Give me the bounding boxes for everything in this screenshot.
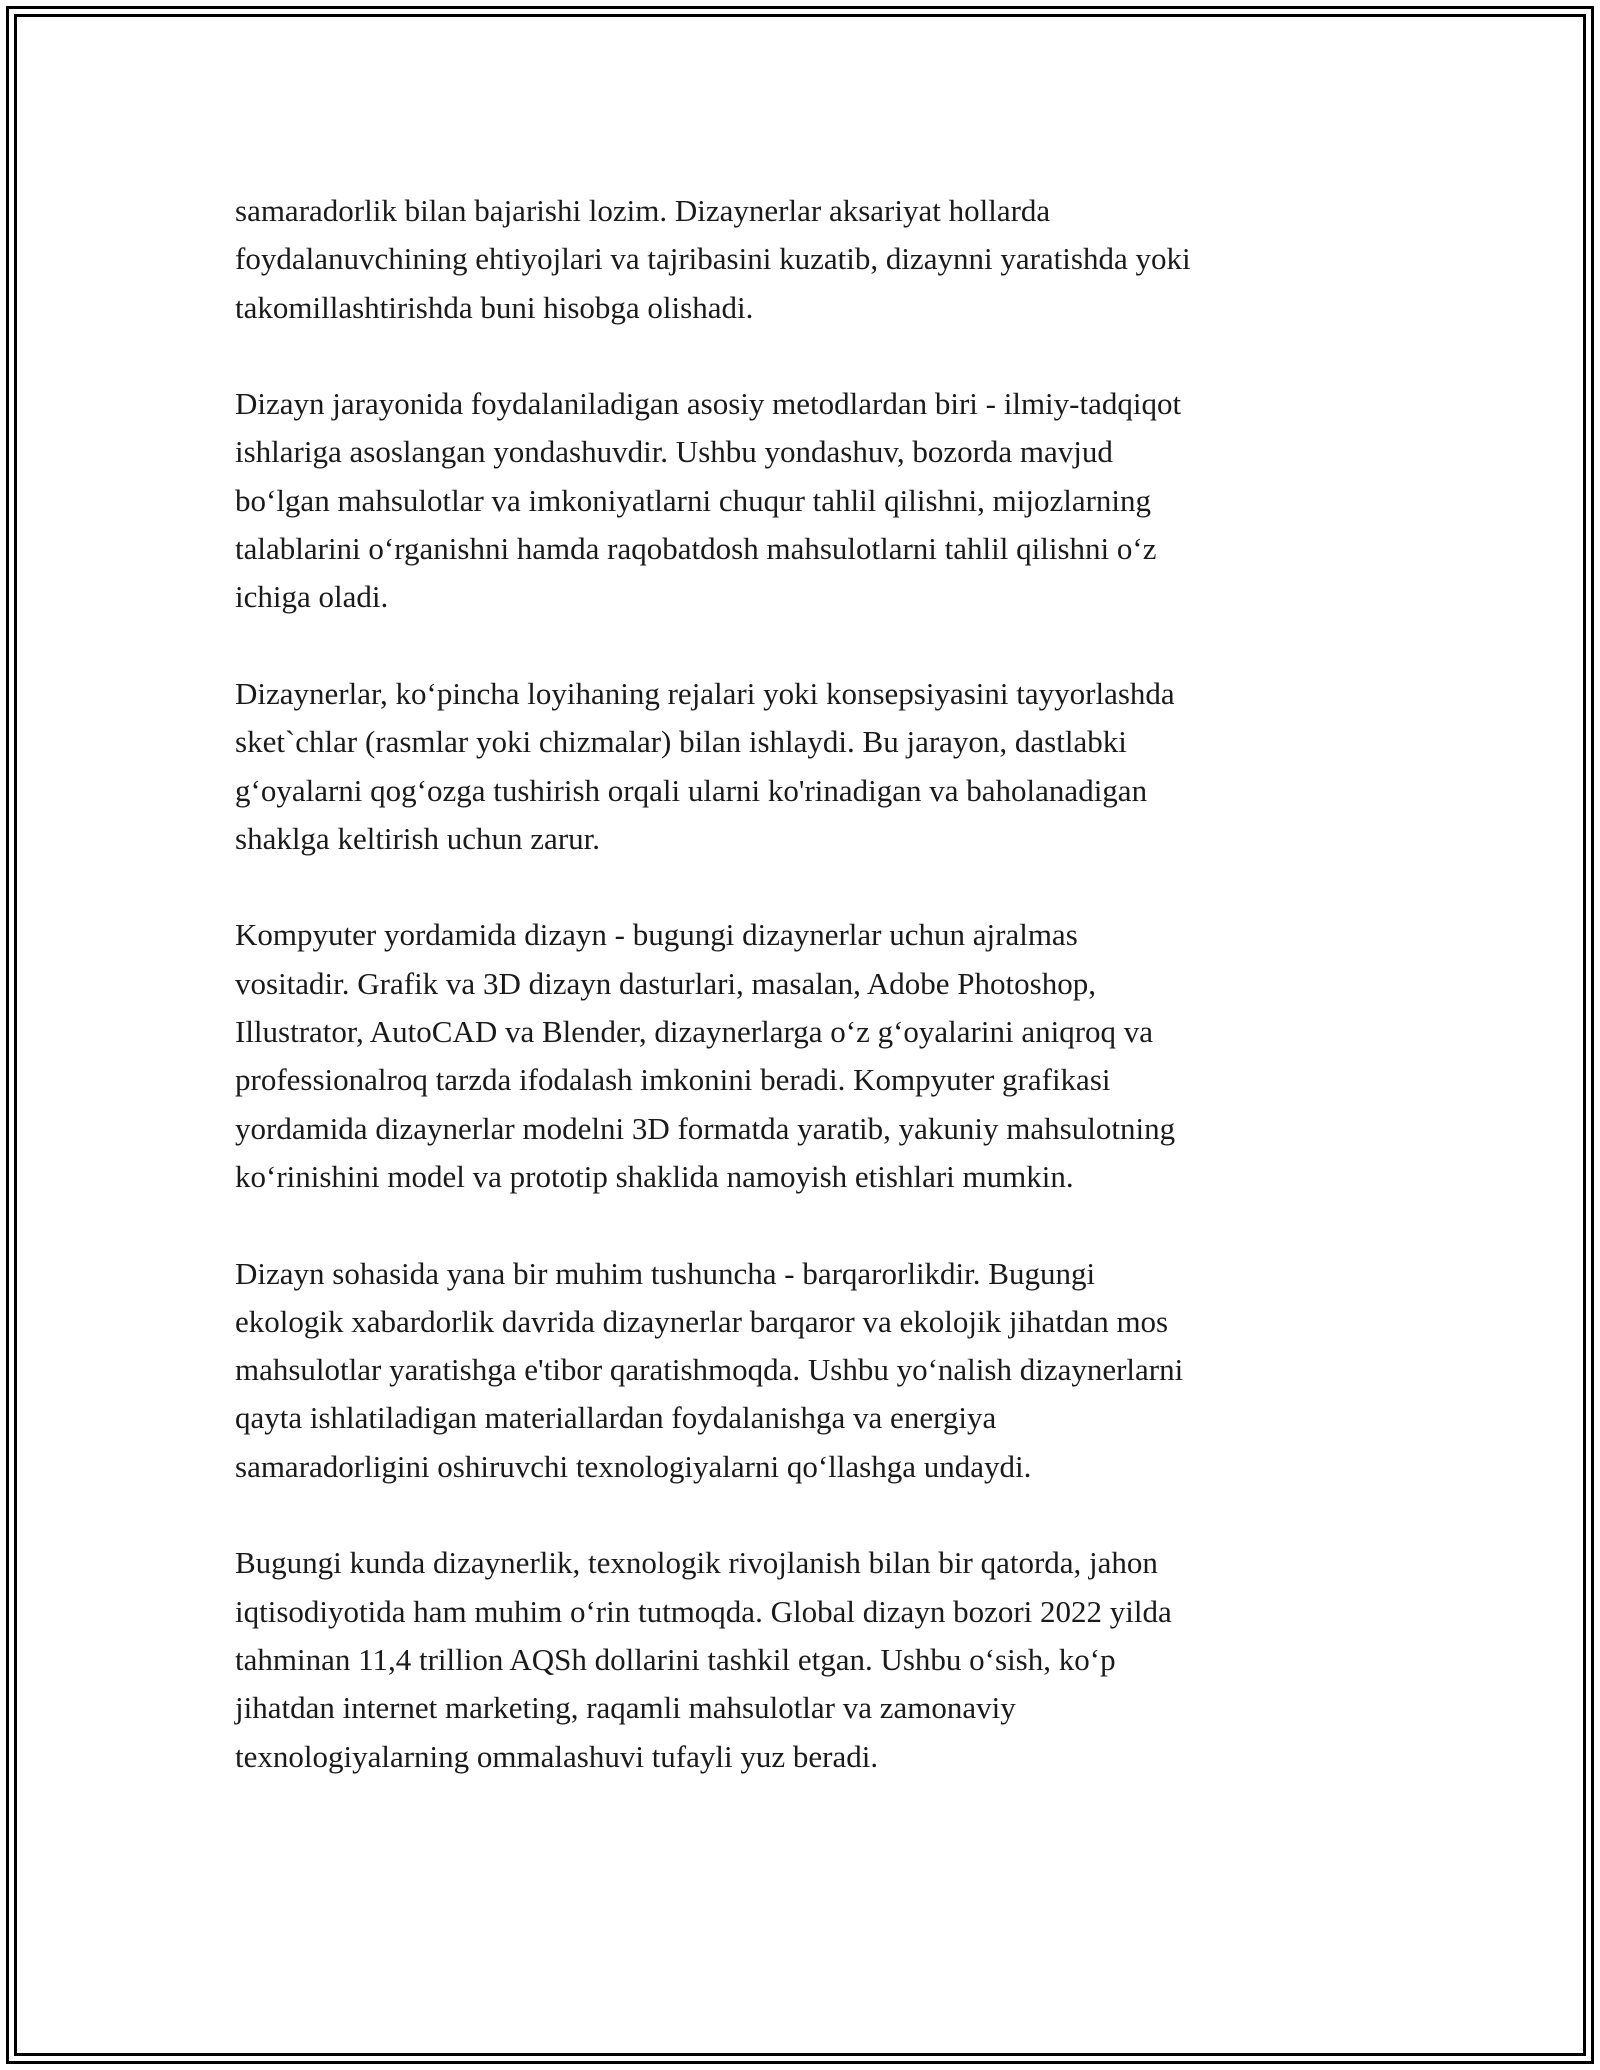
paragraph-global-market: Bugungi kunda dizaynerlik, texnologik rivojlanish bilan bir qatorda, jahon iqtisodiyotida ham muhim o‘rin tutmoqda. Global dizayn bozori 2022 yilda tahminan 11,4 trillion AQSh dollarini tashkil etgan. Ushbu o‘sish, ko‘p jihatdan internet marketing, raqamli mahsulotlar va zamonaviy texnologiyalarning ommalashuvi tufayli yuz beradi. (235, 1545, 1172, 1774)
paragraph-sustainability: Dizayn sohasida yana bir muhim tushuncha - barqarorlikdir. Bugungi ekologik xabardorlik davrida dizaynerlar barqaror va ekolojik jihatdan mos mahsulotlar yaratishga e'tibor qaratishmoqda. Ushbu yo‘nalish dizaynerlarni qayta ishlatiladigan materiallardan foydalanishga va energiya samaradorligini oshiruvchi texnologiyalarni qo‘llashga undaydi. (235, 1255, 1184, 1484)
paragraph-research-method: Dizayn jarayonida foydalaniladigan asosiy metodlardan biri - ilmiy-tadqiqot ishlariga asoslangan yondashuvdir. Ushbu yondashuv, bozorda mavjud bo‘lgan mahsulotlar va imkoniyatlarni chuqur tahlil qilishni, mijozlarning talablarini o‘rganishni hamda raqobatdosh mahsulotlarni tahlil qilishni o‘z ichiga oladi. (235, 386, 1182, 615)
paragraph-user-needs: samaradorlik bilan bajarishi lozim. Dizaynerlar aksariyat hollarda foydalanuvchining ehtiyojlari va tajribasini kuzatib, dizaynni yaratishda yoki takomillashtirishda buni hisobga olishadi. (235, 193, 1191, 325)
paragraph-sketches: Dizaynerlar, ko‘pincha loyihaning rejalari yoki konsepsiyasini tayyorlashda sket`chlar (rasmlar yoki chizmalar) bilan ishlaydi. Bu jarayon, dastlabki g‘oyalarni qog‘ozga tushirish orqali ularni ko'rinadigan va baholanadigan shaklga keltirish uchun zarur. (235, 675, 1175, 856)
paragraph-computer-design: Kompyuter yordamida dizayn - bugungi dizaynerlar uchun ajralmas vositadir. Grafik va 3D dizayn dasturlari, masalan, Adobe Photoshop, Illustrator, AutoCAD va Blender, dizaynerlarga o‘z g‘oyalarini aniqroq va professionalroq tarzda ifodalash imkonini beradi. Kompyuter grafikasi yordamida dizaynerlar modelni 3D formatda yaratib, yakuniy mahsulotning ko‘rinishini model va prototip shaklida namoyish etishlari mumkin. (235, 917, 1176, 1194)
document-body (235, 187, 1395, 1829)
